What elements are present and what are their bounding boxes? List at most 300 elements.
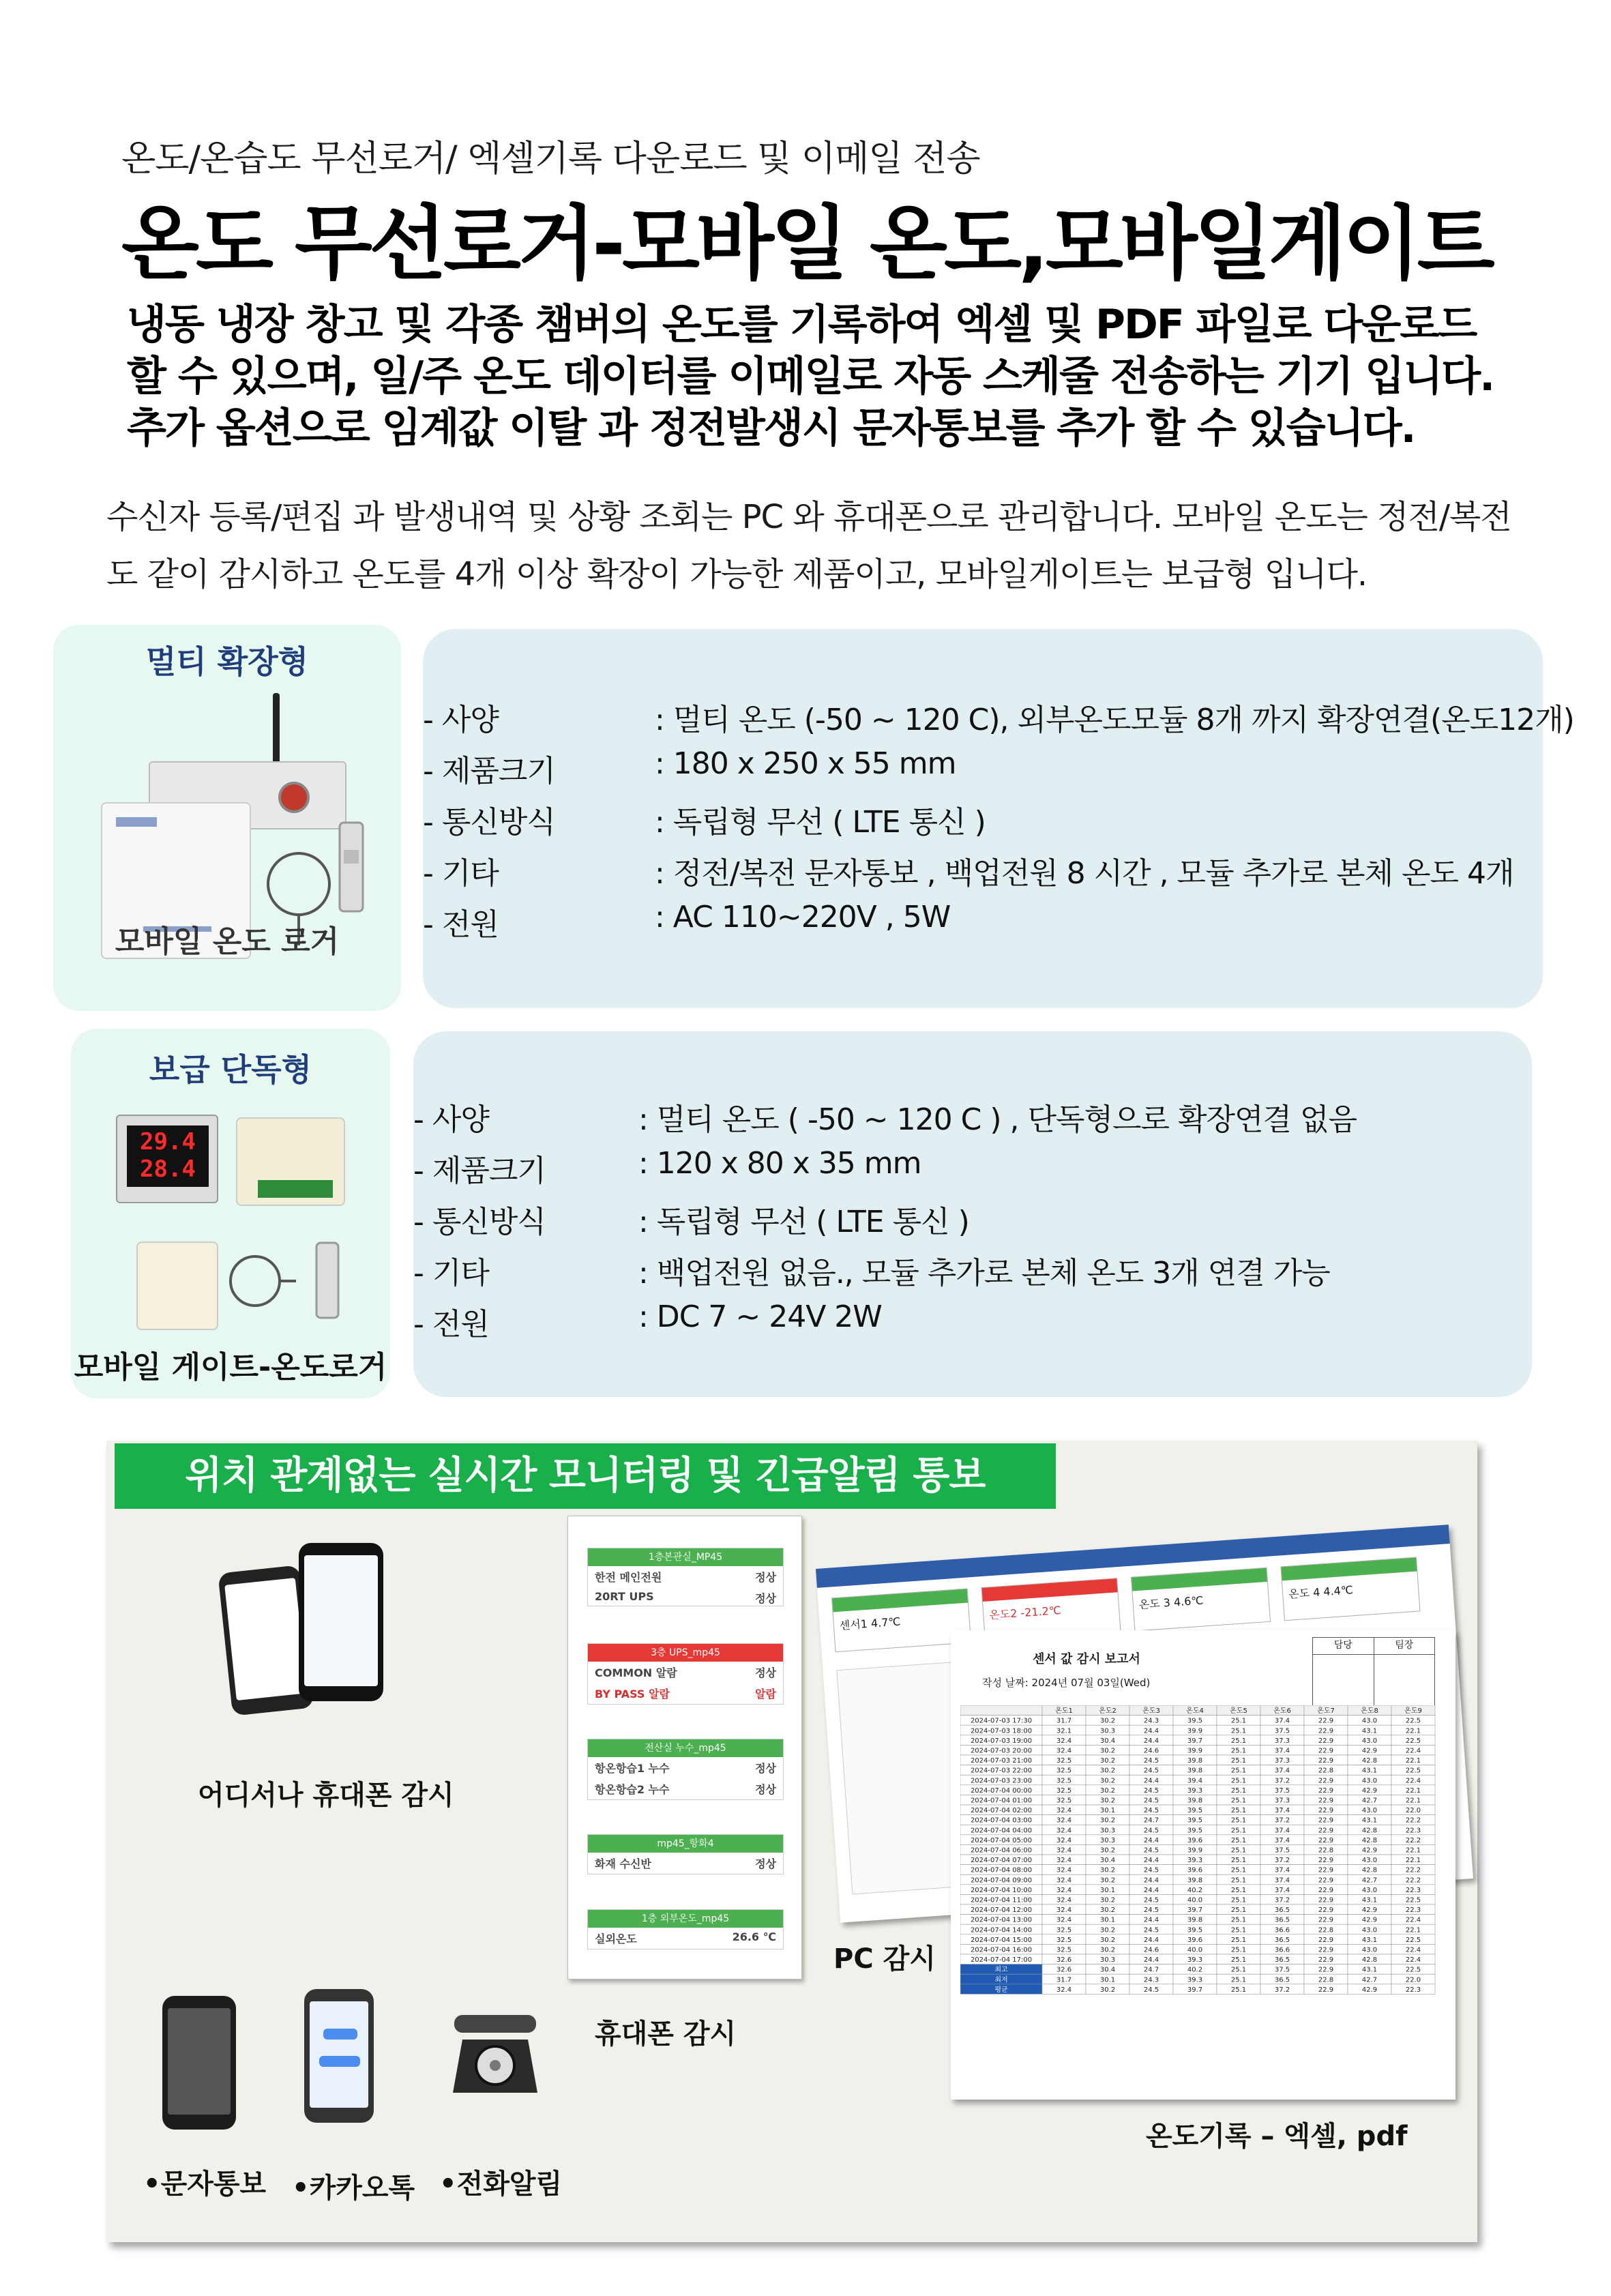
- report-cell: 24.4: [1143, 1727, 1159, 1735]
- report-cell: 32.6: [1056, 1956, 1072, 1964]
- report-cell: 22.2: [1405, 1876, 1421, 1885]
- report-cell: 22.9: [1318, 1747, 1334, 1755]
- report-cell: 37.4: [1274, 1827, 1290, 1835]
- report-cell: 32.4: [1056, 1807, 1072, 1815]
- report-cell: 30.4: [1099, 1737, 1116, 1745]
- report-cell: 평균: [994, 1986, 1008, 1994]
- report-cell: 24.4: [1143, 1876, 1159, 1885]
- report-cell: 24.5: [1143, 1866, 1159, 1874]
- report-cell: 22.9: [1318, 1717, 1334, 1725]
- report-cell: 30.2: [1099, 1767, 1116, 1775]
- report-cell: 25.1: [1230, 1916, 1247, 1924]
- report-cell: 32.4: [1056, 1986, 1072, 1994]
- report-cell: 42.8: [1361, 1866, 1378, 1874]
- report-cell: 36.5: [1274, 1976, 1290, 1984]
- report-cell: 22.5: [1405, 1896, 1421, 1904]
- report-cell: 30.2: [1099, 1846, 1116, 1855]
- report-cell: 22.9: [1318, 1886, 1334, 1894]
- report-cell: 24.4: [1143, 1936, 1159, 1944]
- report-cell: 32.4: [1056, 1816, 1072, 1825]
- report-cell: 25.1: [1230, 1797, 1247, 1805]
- report-cell: 22.9: [1318, 1896, 1334, 1904]
- report-date: 작성 날짜: 2024년 07월 03일(Wed): [982, 1677, 1151, 1689]
- report-cell: 37.4: [1274, 1767, 1290, 1775]
- report-cell: 40.0: [1187, 1896, 1203, 1904]
- report-cell: 2024-07-03 21:00: [970, 1757, 1033, 1765]
- telephone-illustration: [447, 2012, 543, 2101]
- report-cell: 39.5: [1187, 1827, 1203, 1835]
- report-cell: 36.6: [1274, 1946, 1290, 1954]
- report-cell: 25.1: [1230, 1946, 1247, 1954]
- description-paragraph: 수신자 등록/편집 과 발생내역 및 상황 조회는 PC 와 휴대폰으로 관리합니다. 모바일 온도는 정전/복전도 같이 감시하고 온도를 4개 이상 확장이 가능한 제품이고, 모바일게이트는 보급형 입니다.: [106, 498, 1511, 593]
- report-cell: 32.5: [1056, 1786, 1072, 1795]
- report-cell: 37.3: [1274, 1757, 1290, 1765]
- pc-monitoring-label: PC 감시: [833, 1943, 936, 1975]
- report-cell: 39.5: [1187, 1807, 1203, 1815]
- report-cell: 22.5: [1405, 1936, 1421, 1944]
- report-cell: 25.1: [1230, 1976, 1247, 1984]
- product-type-label: 멀티 확장형: [145, 643, 309, 680]
- report-cell: 22.1: [1405, 1727, 1421, 1735]
- report-cell: 32.4: [1056, 1916, 1072, 1924]
- report-cell: 39.5: [1187, 1926, 1203, 1934]
- report-cell: 25.1: [1230, 1846, 1247, 1855]
- sensor-probe-illustration: [221, 1233, 357, 1336]
- report-cell: 30.2: [1099, 1926, 1116, 1934]
- report-cell: 25.1: [1230, 1876, 1247, 1885]
- report-cell: 39.7: [1187, 1907, 1203, 1915]
- report-cell: 24.4: [1143, 1777, 1159, 1785]
- report-cell: 42.7: [1361, 1797, 1378, 1805]
- report-cell: 22.9: [1318, 1876, 1334, 1885]
- report-cell: 43.0: [1361, 1857, 1378, 1865]
- report-cell: 42.8: [1361, 1757, 1378, 1765]
- report-cell: 24.4: [1143, 1956, 1159, 1964]
- page-title: 온도 무선로거-모바일 온도,모바일게이트: [121, 196, 1492, 291]
- report-cell: 24.5: [1143, 1767, 1159, 1775]
- report-cell: 32.4: [1056, 1876, 1072, 1885]
- report-cell: 32.4: [1056, 1836, 1072, 1844]
- report-cell: 25.1: [1230, 1857, 1247, 1865]
- report-cell: 22.3: [1405, 1886, 1421, 1894]
- report-cell: 30.4: [1099, 1966, 1116, 1974]
- report-cell: 22.1: [1405, 1797, 1421, 1805]
- report-cell: 25.1: [1230, 1816, 1247, 1825]
- pc-sensor-card: 온도2 -21.2℃: [981, 1578, 1121, 1642]
- report-cell: 22.0: [1405, 1976, 1421, 1984]
- report-cell: 30.1: [1099, 1976, 1116, 1984]
- report-cell: 22.1: [1405, 1786, 1421, 1795]
- report-cell: 25.1: [1230, 1926, 1247, 1934]
- report-cell: 22.5: [1405, 1717, 1421, 1725]
- report-cell: 30.2: [1099, 1936, 1116, 1944]
- report-cell: 온도8: [1361, 1707, 1378, 1716]
- anywhere-monitoring-label: 어디서나 휴대폰 감시: [198, 1780, 454, 1811]
- report-cell: 22.4: [1405, 1916, 1421, 1924]
- report-cell: 37.4: [1274, 1807, 1290, 1815]
- report-cell: 39.9: [1187, 1846, 1203, 1855]
- report-cell: 2024-07-04 04:00: [970, 1827, 1033, 1835]
- report-cell: 25.1: [1230, 1777, 1247, 1785]
- report-cell: 39.8: [1187, 1876, 1203, 1885]
- report-cell: 37.4: [1274, 1886, 1290, 1894]
- report-cell: 22.9: [1318, 1737, 1334, 1745]
- report-cell: 22.8: [1318, 1767, 1334, 1775]
- alert-kakaotalk-label: •카카오톡: [292, 2173, 415, 2204]
- report-cell: 최저: [994, 1976, 1008, 1984]
- report-cell: 37.2: [1274, 1896, 1290, 1904]
- report-cell: 22.2: [1405, 1816, 1421, 1825]
- report-cell: 22.5: [1405, 1767, 1421, 1775]
- report-cell: 42.7: [1361, 1876, 1378, 1885]
- report-cell: 37.2: [1274, 1986, 1290, 1994]
- report-cell: 40.2: [1187, 1966, 1203, 1974]
- report-cell: 2024-07-04 05:00: [970, 1836, 1033, 1844]
- report-cell: 온도9: [1404, 1707, 1422, 1716]
- report-cell: 30.2: [1099, 1816, 1116, 1825]
- report-cell: 25.1: [1230, 1717, 1247, 1725]
- pc-sensor-card: 온도 4 4.4℃: [1280, 1557, 1420, 1621]
- report-cell: 온도2: [1099, 1707, 1117, 1716]
- report-cell: 43.1: [1361, 1966, 1378, 1974]
- report-cell: 36.5: [1274, 1956, 1290, 1964]
- report-cell: 25.1: [1230, 1907, 1247, 1915]
- report-cell: 2024-07-04 07:00: [970, 1857, 1033, 1865]
- report-cell: 25.1: [1230, 1886, 1247, 1894]
- report-cell: 32.4: [1056, 1846, 1072, 1855]
- report-cell: 36.5: [1274, 1916, 1290, 1924]
- report-cell: 25.1: [1230, 1807, 1247, 1815]
- report-cell: 24.4: [1143, 1886, 1159, 1894]
- spec-panel-multi: - 사양 : 멀티 온도 (-50 ~ 120 C), 외부온도모듈 8개 까지 확장연결(온도12개) - 제품크기 : 180 x 250 x 55 mm - 통신방식 : 독립형 무선 ( LTE 통신 ) - 기타 : 정전/복전 문자통보 , 백업전원 8 시간 , 모듈 추가로 본체 온도 4개 - 전원 : AC 110~220V , 5W: [423, 629, 1543, 1008]
- report-cell: 37.2: [1274, 1857, 1290, 1865]
- report-label: 온도기록 – 엑셀, pdf: [1146, 2121, 1408, 2152]
- report-cell: 37.4: [1274, 1866, 1290, 1874]
- report-sign-box: 담당 팀장: [1312, 1637, 1435, 1708]
- report-cell: 43.0: [1361, 1717, 1378, 1725]
- report-cell: 22.9: [1318, 1907, 1334, 1915]
- report-cell: 24.5: [1143, 1807, 1159, 1815]
- report-cell: 2024-07-03 20:00: [970, 1747, 1033, 1755]
- report-cell: 25.1: [1230, 1827, 1247, 1835]
- report-cell: 22.1: [1405, 1926, 1421, 1934]
- report-cell: 39.9: [1187, 1727, 1203, 1735]
- report-cell: 2024-07-03 23:00: [970, 1777, 1033, 1785]
- report-cell: 30.3: [1099, 1836, 1116, 1844]
- report-cell: 22.8: [1318, 1846, 1334, 1855]
- report-cell: 22.9: [1318, 1836, 1334, 1844]
- report-cell: 22.8: [1318, 1926, 1334, 1934]
- report-cell: 30.1: [1099, 1807, 1116, 1815]
- report-cell: 30.1: [1099, 1886, 1116, 1894]
- report-cell: 22.8: [1318, 1976, 1334, 1984]
- report-cell: 30.2: [1099, 1786, 1116, 1795]
- report-cell: 온도5: [1230, 1707, 1247, 1716]
- report-cell: 39.7: [1187, 1737, 1203, 1745]
- report-cell: 22.1: [1405, 1846, 1421, 1855]
- report-cell: 42.8: [1361, 1956, 1378, 1964]
- report-cell: 43.0: [1361, 1807, 1378, 1815]
- report-cell: 30.2: [1099, 1946, 1116, 1954]
- report-cell: 32.4: [1056, 1857, 1072, 1865]
- report-cell: 2024-07-04 11:00: [970, 1896, 1033, 1904]
- report-cell: 2024-07-03 17:30: [970, 1717, 1033, 1725]
- report-cell: 30.2: [1099, 1866, 1116, 1874]
- report-cell: 32.5: [1056, 1797, 1072, 1805]
- report-cell: 39.3: [1187, 1786, 1203, 1795]
- report-cell: 온도4: [1186, 1707, 1204, 1716]
- report-cell: 42.9: [1361, 1846, 1378, 1855]
- report-cell: 43.0: [1361, 1777, 1378, 1785]
- mobile-status-card: 3층 UPS_mp45 COMMON 알람 정상 BY PASS 알람 알람: [587, 1643, 784, 1705]
- terminal-unit-illustration: [236, 1117, 345, 1206]
- report-cell: 32.4: [1056, 1737, 1072, 1745]
- pc-sensor-card: 온도 3 4.6℃: [1131, 1568, 1271, 1632]
- report-title: 센서 값 감시 보고서: [1033, 1652, 1140, 1666]
- report-cell: 22.9: [1318, 1966, 1334, 1974]
- pc-sensor-card: 센서1 4.7℃: [831, 1589, 971, 1653]
- alert-sms-label: •문자통보: [143, 2168, 267, 2200]
- report-cell: 24.6: [1143, 1946, 1159, 1954]
- report-cell: 2024-07-04 15:00: [970, 1936, 1033, 1944]
- report-cell: 32.4: [1056, 1907, 1072, 1915]
- report-cell: 30.3: [1099, 1827, 1116, 1835]
- report-cell: 24.3: [1143, 1976, 1159, 1984]
- report-cell: 43.0: [1361, 1737, 1378, 1745]
- report-cell: 온도6: [1273, 1707, 1291, 1716]
- report-cell: 32.5: [1056, 1777, 1072, 1785]
- report-cell: 25.1: [1230, 1767, 1247, 1775]
- report-cell: 30.2: [1099, 1747, 1116, 1755]
- report-cell: 2024-07-03 19:00: [970, 1737, 1033, 1745]
- report-cell: 최고: [994, 1966, 1008, 1974]
- report-cell: 42.7: [1361, 1976, 1378, 1984]
- report-cell: 42.9: [1361, 1786, 1378, 1795]
- report-cell: 39.8: [1187, 1767, 1203, 1775]
- report-cell: 25.1: [1230, 1757, 1247, 1765]
- report-cell: 22.2: [1405, 1836, 1421, 1844]
- report-cell: 37.5: [1274, 1727, 1290, 1735]
- report-cell: 43.0: [1361, 1886, 1378, 1894]
- report-cell: 22.5: [1405, 1966, 1421, 1974]
- report-table: [960, 1705, 1446, 2087]
- intro-paragraph: 냉동 냉장 창고 및 각종 챔버의 온도를 기록하여 엑셀 및 PDF 파일로 다운로드 할 수 있으며, 일/주 온도 데이터를 이메일로 자동 스케줄 전송하는 기기 입니다. 추가 옵션으로 임계값 이탈 과 정전발생시 문자통보를 추가 할 수 있습니다.: [127, 301, 1494, 452]
- report-cell: 42.8: [1361, 1827, 1378, 1835]
- report-cell: 39.3: [1187, 1956, 1203, 1964]
- report-cell: 22.2: [1405, 1866, 1421, 1874]
- report-cell: 2024-07-04 14:00: [970, 1926, 1033, 1934]
- report-cell: 24.4: [1143, 1836, 1159, 1844]
- report-cell: 2024-07-04 02:00: [970, 1807, 1033, 1815]
- report-cell: 24.7: [1143, 1966, 1159, 1974]
- report-cell: 31.7: [1056, 1976, 1072, 1984]
- report-cell: 30.3: [1099, 1727, 1116, 1735]
- product-caption: 모바일 게이트-온도로거: [74, 1350, 387, 1385]
- report-cell: 24.5: [1143, 1896, 1159, 1904]
- report-cell: 22.9: [1318, 1936, 1334, 1944]
- report-cell: 30.2: [1099, 1986, 1116, 1994]
- report-cell: 24.7: [1143, 1816, 1159, 1825]
- report-cell: 2024-07-04 13:00: [970, 1916, 1033, 1924]
- mobile-monitoring-label: 휴대폰 감시: [595, 2018, 737, 2050]
- report-cell: 39.8: [1187, 1797, 1203, 1805]
- report-cell: 39.3: [1187, 1857, 1203, 1865]
- report-cell: 37.3: [1274, 1797, 1290, 1805]
- report-cell: 39.6: [1187, 1866, 1203, 1874]
- report-cell: 43.1: [1361, 1896, 1378, 1904]
- report-cell: 39.5: [1187, 1816, 1203, 1825]
- report-cell: 2024-07-04 16:00: [970, 1946, 1033, 1954]
- report-cell: 22.4: [1405, 1956, 1421, 1964]
- report-cell: 22.1: [1405, 1757, 1421, 1765]
- product-card-basic: [71, 1029, 390, 1398]
- report-cell: 43.1: [1361, 1727, 1378, 1735]
- report-cell: 32.4: [1056, 1866, 1072, 1874]
- alert-phone-call-label: •전화알림: [439, 2168, 563, 2200]
- report-cell: 39.6: [1187, 1836, 1203, 1844]
- report-cell: 37.2: [1274, 1777, 1290, 1785]
- report-cell: 42.9: [1361, 1916, 1378, 1924]
- report-cell: 25.1: [1230, 1786, 1247, 1795]
- report-cell: 37.4: [1274, 1836, 1290, 1844]
- report-cell: 2024-07-04 06:00: [970, 1846, 1033, 1855]
- report-cell: 37.5: [1274, 1786, 1290, 1795]
- report-cell: 40.2: [1187, 1886, 1203, 1894]
- mobile-status-card: 1층 외부온도_mp45 실외온도 26.6 ℃: [587, 1909, 784, 1949]
- report-cell: 24.3: [1143, 1717, 1159, 1725]
- report-cell: 43.1: [1361, 1936, 1378, 1944]
- report-cell: 22.3: [1405, 1907, 1421, 1915]
- report-cell: 2024-07-04 00:00: [970, 1786, 1033, 1795]
- monitoring-banner: 위치 관계없는 실시간 모니터링 및 긴급알림 통보: [115, 1443, 1056, 1509]
- report-cell: 39.8: [1187, 1757, 1203, 1765]
- report-cell: 22.9: [1318, 1757, 1334, 1765]
- report-cell: 2024-07-03 18:00: [970, 1727, 1033, 1735]
- report-cell: 2024-07-04 03:00: [970, 1816, 1033, 1825]
- gateway-unit-illustration: [136, 1241, 218, 1330]
- report-cell: 온도7: [1317, 1707, 1335, 1716]
- report-cell: 30.2: [1099, 1797, 1116, 1805]
- report-cell: 39.3: [1187, 1976, 1203, 1984]
- report-cell: 37.2: [1274, 1816, 1290, 1825]
- report-cell: 32.4: [1056, 1886, 1072, 1894]
- report-cell: 30.3: [1099, 1956, 1116, 1964]
- report-cell: 30.2: [1099, 1907, 1116, 1915]
- report-cell: 25.1: [1230, 1896, 1247, 1904]
- report-cell: 25.1: [1230, 1966, 1247, 1974]
- report-cell: 22.4: [1405, 1747, 1421, 1755]
- report-cell: 31.7: [1056, 1717, 1072, 1725]
- report-cell: 2024-07-04 17:00: [970, 1956, 1033, 1964]
- report-cell: 22.1: [1405, 1857, 1421, 1865]
- report-cell: 42.8: [1361, 1836, 1378, 1844]
- report-cell: 37.3: [1274, 1737, 1290, 1745]
- spec-panel-basic: - 사양 : 멀티 온도 ( -50 ~ 120 C ) , 단독형으로 확장연결 없음 - 제품크기 : 120 x 80 x 35 mm - 통신방식 : 독립형 무선 ( LTE 통신 ) - 기타 : 백업전원 없음., 모듈 추가로 본체 온도 3개 연결 가능 - 전원 : DC 7 ~ 24V 2W: [413, 1031, 1532, 1397]
- product-card-multi: [53, 625, 401, 1011]
- report-cell: 24.5: [1143, 1827, 1159, 1835]
- report-cell: 43.1: [1361, 1816, 1378, 1825]
- report-cell: 39.7: [1187, 1986, 1203, 1994]
- report-cell: 24.4: [1143, 1916, 1159, 1924]
- report-cell: 39.9: [1187, 1747, 1203, 1755]
- report-cell: 30.2: [1099, 1757, 1116, 1765]
- report-cell: 22.9: [1318, 1816, 1334, 1825]
- report-cell: 22.9: [1318, 1916, 1334, 1924]
- report-cell: 22.9: [1318, 1797, 1334, 1805]
- report-cell: 32.4: [1056, 1896, 1072, 1904]
- report-cell: 36.5: [1274, 1936, 1290, 1944]
- report-cell: 25.1: [1230, 1727, 1247, 1735]
- report-cell: 25.1: [1230, 1737, 1247, 1745]
- report-cell: 43.0: [1361, 1946, 1378, 1954]
- mobile-status-card: mp45_항화4 화재 수신반 정상: [587, 1834, 784, 1874]
- report-cell: 22.9: [1318, 1777, 1334, 1785]
- report-cell: 온도3: [1142, 1707, 1160, 1716]
- phone-illustration: [299, 1543, 383, 1701]
- mobile-status-card: 1층본관실_MP45 한전 메인전원 정상 20RT UPS 정상: [587, 1548, 784, 1606]
- report-cell: 2024-07-04 08:00: [970, 1866, 1033, 1874]
- report-cell: 24.5: [1143, 1757, 1159, 1765]
- report-cell: 37.4: [1274, 1747, 1290, 1755]
- report-cell: 22.9: [1318, 1786, 1334, 1795]
- sms-phone-illustration: [162, 1996, 236, 2130]
- report-cell: 30.2: [1099, 1876, 1116, 1885]
- report-cell: 43.0: [1361, 1926, 1378, 1934]
- report-cell: 22.4: [1405, 1946, 1421, 1954]
- report-cell: 37.4: [1274, 1717, 1290, 1725]
- report-cell: 42.9: [1361, 1907, 1378, 1915]
- report-cell: 24.4: [1143, 1737, 1159, 1745]
- report-cell: 30.2: [1099, 1777, 1116, 1785]
- report-cell: 25.1: [1230, 1747, 1247, 1755]
- report-cell: 24.5: [1143, 1926, 1159, 1934]
- report-cell: 2024-07-04 09:00: [970, 1876, 1033, 1885]
- report-cell: 22.9: [1318, 1857, 1334, 1865]
- report-cell: 24.5: [1143, 1986, 1159, 1994]
- report-cell: 32.5: [1056, 1767, 1072, 1775]
- mobile-app-screenshot: [567, 1516, 802, 1979]
- report-cell: 22.9: [1318, 1827, 1334, 1835]
- report-cell: 22.0: [1405, 1807, 1421, 1815]
- report-cell: 25.1: [1230, 1956, 1247, 1964]
- report-cell: 22.9: [1318, 1866, 1334, 1874]
- report-cell: 43.1: [1361, 1767, 1378, 1775]
- kakaotalk-phone-illustration: [304, 1989, 374, 2123]
- report-cell: 22.9: [1318, 1727, 1334, 1735]
- report-cell: 39.4: [1187, 1777, 1203, 1785]
- report-cell: 39.6: [1187, 1936, 1203, 1944]
- report-cell: 24.5: [1143, 1907, 1159, 1915]
- report-cell: 40.0: [1187, 1946, 1203, 1954]
- report-cell: 2024-07-03 22:00: [970, 1767, 1033, 1775]
- page-subtitle: 온도/온습도 무선로거/ 엑셀기록 다운로드 및 이메일 전송: [121, 138, 980, 179]
- report-cell: 32.4: [1056, 1827, 1072, 1835]
- report-cell: 24.5: [1143, 1797, 1159, 1805]
- report-cell: 32.5: [1056, 1926, 1072, 1934]
- report-cell: 22.4: [1405, 1777, 1421, 1785]
- report-cell: 36.5: [1274, 1907, 1290, 1915]
- report-cell: 22.5: [1405, 1737, 1421, 1745]
- report-cell: 32.5: [1056, 1946, 1072, 1954]
- led-display-top: 29.4: [140, 1128, 196, 1156]
- report-cell: 24.6: [1143, 1747, 1159, 1755]
- report-cell: 30.4: [1099, 1857, 1116, 1865]
- report-cell: 2024-07-04 01:00: [970, 1797, 1033, 1805]
- report-cell: 37.5: [1274, 1966, 1290, 1974]
- report-cell: 22.3: [1405, 1986, 1421, 1994]
- report-cell: 22.3: [1405, 1827, 1421, 1835]
- report-cell: 24.4: [1143, 1857, 1159, 1865]
